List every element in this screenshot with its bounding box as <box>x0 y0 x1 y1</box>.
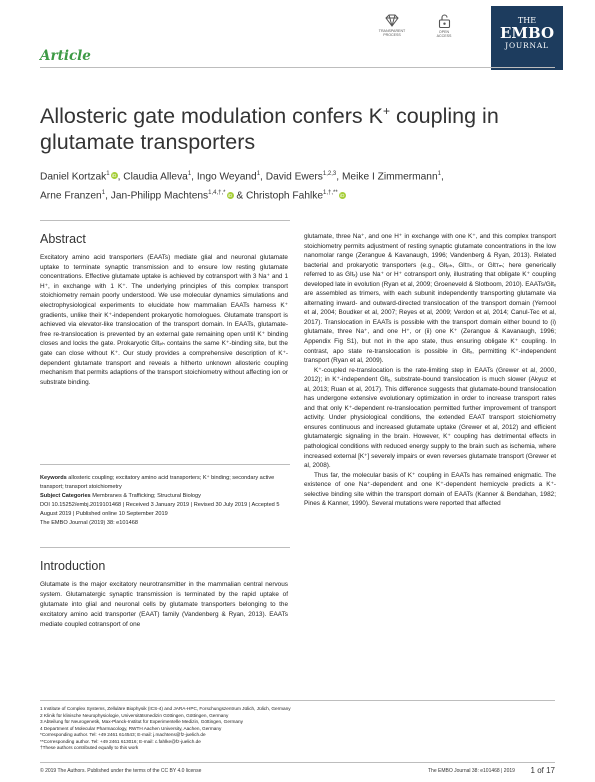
subject-label: Subject Categories <box>40 492 91 499</box>
footnote: †These authors contributed equally to this work <box>40 745 139 751</box>
footer-rule <box>40 762 555 763</box>
abstract-text: Excitatory amino acid transporters (EAATs) mediate glial and neuronal glutamate uptake to terminate synaptic transmission and to ensure low resting glutamate concentrations. Effective glutamate uptake is achieved by cotransport with 3 Na⁺ and 1 H⁺, in exchange with 1 K⁺. The underlying principles of this complex transport stoichiometry remain poorly understood. We use molecular dynamics simulations and electrophysiological experiments to elucidate how mammalian EAATs harness K⁺ gradients, unlike their K⁺-independent prokaryotic homologues. Glutamate transport is achieved via elevator-like translocation of the transport domain. In EAATs, glutamate-free re-translocation is prevented by an external gate remaining open until K⁺ binding closes and locks the gate. Prokaryotic Gltₚₕ contains the same K⁺-binding site, but the gate can close without K⁺. Our study provides a comprehensive description of K⁺-dependent glutamate transport and reveals a hitherto unknown allosteric coupling mechanism that permits adaptions of the transport stoichiometry without affecting ion or substrate binding. <box>40 254 288 386</box>
title-superscript: + <box>382 104 390 118</box>
footnote: 3 Abteilung für Neurogenetik, Max-Planck-Institut für Experimentelle Medizin, Göttingen, Germany <box>40 719 243 725</box>
affiliation-footnotes <box>40 706 555 752</box>
author-affiliation: 1 <box>101 190 106 197</box>
footnote[interactable]: **Corresponding author. Tel: +49 2461 613016; E-mail: c.fahlke@fz-juelich.de <box>40 738 201 744</box>
paragraph: K⁺-coupled re-translocation is the rate-limiting step in EAATs (Grewer et al, 2000, 2012); in K⁺-independent Gltₓ, substrate-bound translocation is much slower (Akyuz et al, 2013; Ruan et al, 2017). This difference suggests that glutamate-bound translocation has undergone extensive evolutionary optimization in order to increase transport rates and that only K⁺-dependent re-translocation permitted further improvement of transport activity. Under physiological conditions, the extended EAAT transport stoichiometry ensures continuous and increased glutamate uptake (Grewer et al, 2012) and efficient glutamatergic signaling in the brain. However, K⁺ coupling has detrimental effects in pathological conditions with reduced energy supply to the brain such as ischemia, where increased external [K⁺] severely impairs or even reverses glutamate transport (Grewer et al, 2008). <box>304 366 556 470</box>
footnote: 1 Institute of Complex Systems, Zelluläre Biophysik (ICS-4) and JARA-HPC, Forschungszentrum Jülich, Jülich, Germany <box>40 706 291 711</box>
section-rule <box>40 464 290 465</box>
logo-line-the: THE <box>517 16 537 25</box>
author-name[interactable]: Ingo Weyand <box>196 171 257 183</box>
doi-and-dates[interactable]: DOI 10.15252/embj.2019101468 | Received 3 January 2019 | Revised 30 July 2019 | Accepted 5 August 2019 | Published online 10 September 2019 <box>40 501 280 517</box>
introduction-text: Glutamate is the major excitatory neurotransmitter in the mammalian central nervous system. Glutamatergic synaptic transmission is terminated by the rapid uptake of glutamate into glial and neuronal cells by glutamate transporters belonging to the excitatory amino acid transporter (EAAT) family (Vandenberg & Ryan, 2013). EAATs mediate coupled cotransport of one <box>40 581 288 628</box>
paragraph: Thus far, the molecular basis of K⁺ coupling in EAATs has remained enigmatic. The existence of one Na⁺-dependent and one K⁺-dependent hemicycle predicts a K⁺-selective binding site within the transport domain of EAATs (Kanner & Bendahan, 1982; Pines & Kanner, 1990). Several mutations were reported that affected <box>304 471 556 508</box>
author-list: Daniel Kortzak$^1$ iD, Claudia Alleva$^1$, Ingo Weyand$^1$, David Ewers$^{1,2,3}$, Meike I Zimmermann$^1$, Arne Franzen$^1$, Jan-Philipp Machtens$^{1,4,\dagger,*}$ iD & Christoph Fahlke$^{1,\dagger,**}$ iD <box>40 171 444 202</box>
author-affiliation: 1,†,** <box>323 190 338 197</box>
badge-label-1: TRANSPARENT <box>378 29 406 33</box>
author-name[interactable]: Daniel Kortzak <box>40 171 107 183</box>
paper-title <box>40 98 555 155</box>
section-rule <box>40 220 290 221</box>
orcid-icon[interactable]: iD <box>227 192 233 198</box>
subject-text: Membranes & Trafficking; Structural Biology <box>92 492 201 499</box>
title-text: Allosteric gate modulation confers K <box>40 104 383 129</box>
footnote: 4 Department of Molecular Pharmacology, RWTH Aachen University, Aachen, Germany <box>40 725 222 731</box>
footer-journal: The EMBO Journal 38: e101468 | 2019 <box>428 768 515 774</box>
author-name[interactable]: David Ewers <box>265 171 323 183</box>
paragraph: glutamate, three Na⁺, and one H⁺ in exchange with one K⁺, and this complex transport stoichiometry permits adjustment of resting synaptic glutamate concentrations in the low nanomolar range (Zerangue & Kavanaugh, 1996; Vandenberg & Ryan, 2013). Related bacterial and prokaryotic transporters (e.g., Gltₚₕ, Gltᴛₖ, or Gltᴛₘ; here generically referred to as Gltₓ) use Na⁺ or H⁺ cotransport only, illustrating that obligate K⁺ coupling developed late in evolution (Ryan et al, 2009; Groeneveld & Slotboom, 2010). EAATs/Gltₓ are assembled as trimers, with each subunit independently transporting glutamate via alternating inward- and outward-directed translocation of the transport domain (Yernool et al, 2004; Boudker et al, 2007; Reyes et al, 2009; Verdon et al, 2014; Canul-Tec et al, 2017). Translocation in EAATs is possible with the transport domain either bound to (i) glutamate, three Na⁺, and one H⁺, or (ii) one K⁺ (Zerangue & Kavanaugh, 1996; Appendix Fig S1), but not in the apo state, thus ensuring obligate K⁺ coupling. In contrast, apo state re-translocation is possible in Gltₓ, permitting K⁺-independent transport (Ryan et al, 2009). <box>304 233 556 365</box>
keywords-text: allosteric coupling; excitatory amino acid transporters; K⁺ binding; secondary active transport; transport stoichiometry <box>40 475 275 490</box>
author-affiliation: 1,2,3 <box>322 171 337 177</box>
title-text-cont: coupling in <box>390 104 499 129</box>
embo-journal-logo[interactable] <box>491 6 563 70</box>
author-affiliation: 1,4,†,* <box>208 190 226 197</box>
badge-label-2: ACCESS <box>436 34 452 39</box>
footnote: 2 Klinik für klinische Neurophysiologie, Universitätsmedizin Göttingen, Göttingen, Germany <box>40 712 229 718</box>
author-name[interactable]: Meike I Zimmermann <box>341 171 438 183</box>
transparent-process-badge[interactable] <box>368 14 416 38</box>
keywords-label: Keywords <box>40 475 67 481</box>
footnote-rule <box>40 700 555 701</box>
page-number: 1 of 17 <box>530 766 555 775</box>
diamond-icon <box>384 14 400 27</box>
open-lock-icon <box>438 14 451 28</box>
logo-line-embo: EMBO <box>499 24 555 42</box>
license-text[interactable]: © 2019 The Authors. Published under the terms of the CC BY 4.0 license <box>40 768 202 774</box>
right-column-text <box>304 232 556 509</box>
logo-line-journal: JOURNAL <box>505 41 549 50</box>
author-affiliation: 1 <box>187 171 192 177</box>
section-rule <box>40 547 290 548</box>
author-name[interactable]: Christoph Fahlke <box>246 190 324 202</box>
keywords-block <box>40 474 290 527</box>
author-name[interactable]: Claudia Alleva <box>123 171 188 183</box>
badge-label-2: PROCESS <box>383 33 401 38</box>
author-affiliation: 1 <box>106 171 110 177</box>
abstract-heading: Abstract <box>40 232 86 246</box>
author-name[interactable]: Jan-Philipp Machtens <box>110 190 209 202</box>
author-affiliation: 1 <box>256 171 261 177</box>
introduction-heading: Introduction <box>40 559 106 573</box>
footnote[interactable]: *Corresponding author. Tel: +49 2461 614543; E-mail: j.machtens@fz-juelich.de <box>40 732 206 738</box>
title-line-2: glutamate transporters <box>40 130 256 155</box>
journal-citation: The EMBO Journal (2019) 38: e101468 <box>40 519 138 526</box>
author-affiliation: 1 <box>437 171 441 177</box>
open-access-badge[interactable] <box>420 14 468 39</box>
orcid-icon[interactable]: iD <box>111 173 117 179</box>
author-name[interactable]: Arne Franzen <box>40 190 102 202</box>
badge-label-1: OPEN <box>438 30 450 34</box>
header-rule <box>40 67 555 68</box>
orcid-icon[interactable]: iD <box>340 192 345 198</box>
author-ampersand: & <box>236 190 244 202</box>
article-type-label: Article <box>40 48 91 64</box>
